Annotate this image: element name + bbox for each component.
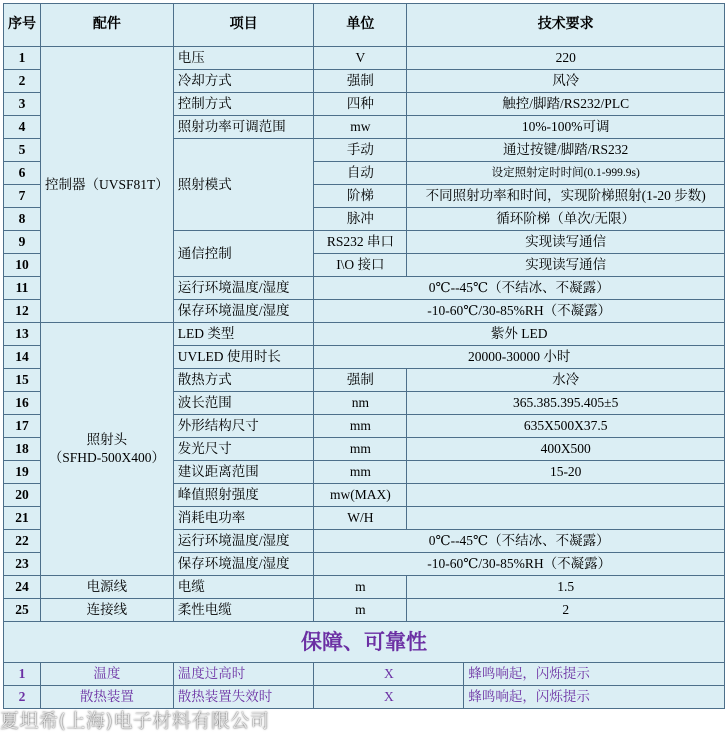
row-item: 消耗电功率: [173, 507, 314, 530]
reliability-row: [4, 686, 725, 709]
header-requirement: 技术要求: [407, 4, 725, 47]
header-item: 项目: [173, 4, 314, 47]
part-connect-cable: 连接线: [41, 599, 174, 622]
row-item: 控制方式: [173, 93, 314, 116]
row-number: 17: [4, 415, 41, 438]
row-number: 2: [4, 686, 41, 709]
row-item: 电缆: [173, 576, 314, 599]
row-number: 4: [4, 116, 41, 139]
row-requirement: 0℃--45℃（不结冰、不凝露）: [314, 530, 725, 553]
row-item: 发光尺寸: [173, 438, 314, 461]
row-unit: 自动: [314, 162, 407, 185]
row-item: 峰值照射强度: [173, 484, 314, 507]
row-number: 10: [4, 254, 41, 277]
part-controller: 控制器（UVSF81T）: [41, 47, 174, 323]
row-unit: mm: [314, 461, 407, 484]
reliability-part: 散热装置: [41, 686, 174, 709]
row-requirement: 20000-30000 小时: [314, 346, 725, 369]
reliability-requirement: 蜂鸣响起，闪烁提示: [464, 663, 725, 686]
row-unit: 手动: [314, 139, 407, 162]
row-unit: mm: [314, 438, 407, 461]
row-unit: m: [314, 599, 407, 622]
row-number: 7: [4, 185, 41, 208]
table-row: [4, 47, 725, 70]
watermark: 夏坦希(上海)电子材料有限公司: [0, 710, 270, 732]
table-row: [4, 576, 725, 599]
row-item: 建议距离范围: [173, 461, 314, 484]
row-unit: W/H: [314, 507, 407, 530]
row-requirement: 15-20: [407, 461, 725, 484]
row-requirement: 400X500: [407, 438, 725, 461]
row-number: 13: [4, 323, 41, 346]
reliability-unit: X: [314, 686, 464, 709]
part-power-cable: 电源线: [41, 576, 174, 599]
row-number: 16: [4, 392, 41, 415]
row-requirement: [407, 484, 725, 507]
reliability-requirement: 蜂鸣响起，闪烁提示: [464, 686, 725, 709]
row-unit: 阶梯: [314, 185, 407, 208]
row-unit: 脉冲: [314, 208, 407, 231]
row-number: 11: [4, 277, 41, 300]
row-unit: 四种: [314, 93, 407, 116]
row-item: 电压: [173, 47, 314, 70]
row-number: 1: [4, 47, 41, 70]
row-requirement: -10-60℃/30-85%RH（不凝露）: [314, 553, 725, 576]
section-title: 保障、可靠性: [4, 622, 725, 663]
row-number: 9: [4, 231, 41, 254]
row-number: 20: [4, 484, 41, 507]
row-item: 柔性电缆: [173, 599, 314, 622]
row-item: LED 类型: [173, 323, 314, 346]
row-number: 2: [4, 70, 41, 93]
row-unit: mw: [314, 116, 407, 139]
row-requirement: 触控/脚踏/RS232/PLC: [407, 93, 725, 116]
part-head-name: 照射头: [86, 432, 128, 447]
row-unit: 强制: [314, 70, 407, 93]
item-irradiation-mode: 照射模式: [173, 139, 314, 231]
part-irradiation-head: [41, 323, 174, 576]
table-row: [4, 323, 725, 346]
row-requirement: 通过按键/脚踏/RS232: [407, 139, 725, 162]
row-item: UVLED 使用时长: [173, 346, 314, 369]
row-requirement: 0℃--45℃（不结冰、不凝露）: [314, 277, 725, 300]
row-item: 运行环境温度/湿度: [173, 530, 314, 553]
section-title-row: [4, 622, 725, 663]
row-requirement: 10%-100%可调: [407, 116, 725, 139]
row-requirement: 水冷: [407, 369, 725, 392]
row-unit: mw(MAX): [314, 484, 407, 507]
row-item: 散热方式: [173, 369, 314, 392]
row-number: 6: [4, 162, 41, 185]
row-requirement: 紫外 LED: [314, 323, 725, 346]
row-number: 12: [4, 300, 41, 323]
part-head-model: （SFHD-500X400）: [48, 450, 166, 465]
row-requirement: [407, 507, 725, 530]
row-requirement: 实现读写通信: [407, 231, 725, 254]
row-item: 外形结构尺寸: [173, 415, 314, 438]
header-seq: 序号: [4, 4, 41, 47]
item-comm-control: 通信控制: [173, 231, 314, 277]
row-number: 22: [4, 530, 41, 553]
row-number: 1: [4, 663, 41, 686]
row-unit: RS232 串口: [314, 231, 407, 254]
row-number: 21: [4, 507, 41, 530]
row-requirement: 实现读写通信: [407, 254, 725, 277]
reliability-row: [4, 663, 725, 686]
row-number: 19: [4, 461, 41, 484]
reliability-item: 散热装置失效时: [173, 686, 314, 709]
row-requirement: 风冷: [407, 70, 725, 93]
row-unit: mm: [314, 415, 407, 438]
row-number: 15: [4, 369, 41, 392]
row-number: 14: [4, 346, 41, 369]
row-requirement: -10-60℃/30-85%RH（不凝露）: [314, 300, 725, 323]
header-unit: 单位: [314, 4, 407, 47]
row-number: 24: [4, 576, 41, 599]
row-requirement: 1.5: [407, 576, 725, 599]
row-unit: I\O 接口: [314, 254, 407, 277]
row-item: 照射功率可调范围: [173, 116, 314, 139]
header-part: 配件: [41, 4, 174, 47]
row-requirement: 2: [407, 599, 725, 622]
row-item: 保存环境温度/湿度: [173, 300, 314, 323]
row-unit: V: [314, 47, 407, 70]
row-number: 18: [4, 438, 41, 461]
row-requirement: 220: [407, 47, 725, 70]
row-unit: nm: [314, 392, 407, 415]
row-requirement: 循环阶梯（单次/无限）: [407, 208, 725, 231]
row-item: 波长范围: [173, 392, 314, 415]
row-item: 运行环境温度/湿度: [173, 277, 314, 300]
row-item: 冷却方式: [173, 70, 314, 93]
row-number: 25: [4, 599, 41, 622]
row-requirement: 635X500X37.5: [407, 415, 725, 438]
reliability-item: 温度过高时: [173, 663, 314, 686]
spec-table: [3, 3, 725, 709]
table-row: [4, 599, 725, 622]
row-number: 5: [4, 139, 41, 162]
reliability-part: 温度: [41, 663, 174, 686]
header-row: [4, 4, 725, 47]
row-requirement: 365.385.395.405±5: [407, 392, 725, 415]
row-number: 3: [4, 93, 41, 116]
row-unit: 强制: [314, 369, 407, 392]
row-requirement: 设定照射定时时间(0.1-999.9s): [407, 162, 725, 185]
row-unit: m: [314, 576, 407, 599]
row-requirement: 不同照射功率和时间，实现阶梯照射(1-20 步数): [407, 185, 725, 208]
reliability-unit: X: [314, 663, 464, 686]
row-number: 8: [4, 208, 41, 231]
row-number: 23: [4, 553, 41, 576]
row-item: 保存环境温度/湿度: [173, 553, 314, 576]
